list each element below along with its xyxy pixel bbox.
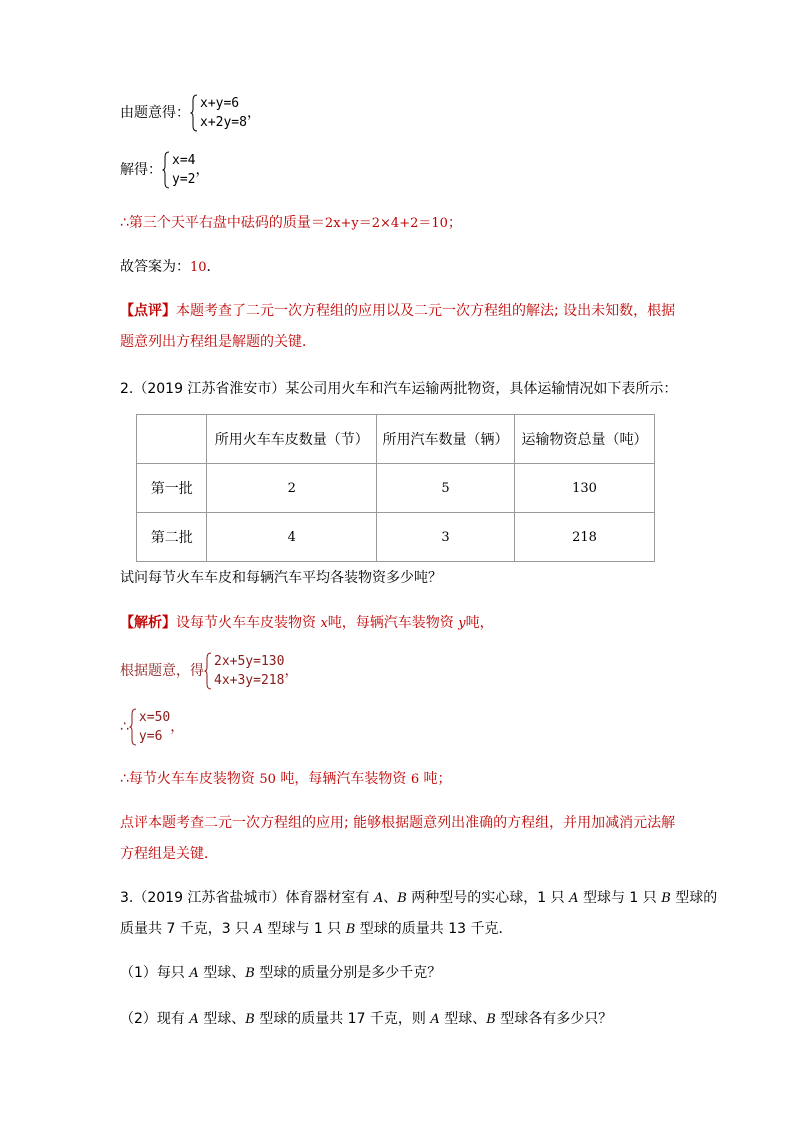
- solution-1: x=50: [138, 710, 171, 725]
- answer-label: 故答案为：: [120, 259, 190, 275]
- question-text: 型球与 1 只: [263, 921, 346, 937]
- question-text: 型球各有多少只？: [495, 1011, 613, 1027]
- solution-line: [120, 708, 184, 746]
- question-text: （2）现有: [120, 1011, 190, 1027]
- equation-system-q2: [204, 652, 284, 690]
- equation-2: x+2y=8: [200, 115, 247, 130]
- type-b: B: [486, 1012, 496, 1027]
- question-text: 型球的质量共 13 千克．: [355, 921, 513, 937]
- brace-icon: [190, 94, 198, 132]
- equation-label: 根据题意，得: [120, 663, 204, 679]
- punctuation: ．: [206, 259, 221, 275]
- brace-icon: [129, 708, 137, 746]
- review-2-line-1: 点评本题考查二元一次方程组的应用; 能够根据题意列出准确的方程组，并用加减消元法解: [120, 815, 676, 831]
- question-text: 型球、: [198, 1011, 246, 1027]
- setup-label: 由题意得：: [120, 105, 190, 121]
- table-header-cell: [137, 415, 207, 464]
- table-cell: 2: [207, 464, 377, 513]
- question-3-line-2: [120, 920, 512, 939]
- question-2-text: 试问每节火车车皮和每辆汽车平均各装物资多少吨？: [120, 570, 442, 586]
- answer-value: 10: [190, 260, 207, 275]
- question-text: 型球、: [439, 1011, 487, 1027]
- solution-2: y=2: [172, 172, 196, 187]
- review-line-2: [120, 333, 316, 351]
- question-text: 3.（2019 江苏省盐城市）体育器材室有: [120, 890, 374, 906]
- question-text: 两种型号的实心球，1 只: [406, 890, 570, 906]
- solve-label: 解得：: [120, 162, 162, 178]
- conclusion-text: 吨，每辆汽车装物资: [275, 771, 411, 787]
- type-b: B: [397, 891, 407, 906]
- solution-2: y=6: [138, 729, 163, 744]
- analysis-text: 吨，: [465, 615, 494, 631]
- conclusion-text: 吨；: [419, 771, 452, 787]
- therefore-symbol: ∴: [120, 719, 129, 735]
- answer-line: [120, 258, 221, 277]
- type-a: A: [373, 891, 384, 906]
- question-text: 型球与 1 只: [578, 890, 662, 906]
- punctuation: ，: [195, 162, 210, 178]
- sub-question-2: [120, 1010, 612, 1029]
- question-text: （1）每只: [120, 965, 190, 981]
- table-cell: 第一批: [137, 464, 207, 513]
- equation-system-q2-solution: [129, 708, 170, 746]
- table-header-row: [137, 415, 655, 464]
- type-b: B: [661, 891, 671, 906]
- analysis-line: [120, 614, 494, 633]
- solve-line: [120, 151, 209, 189]
- table-cell: 3: [377, 513, 515, 562]
- review-text: 本题考查了二元一次方程组的应用以及二元一次方程组的解法; 设出未知数，根据: [176, 303, 676, 319]
- type-a: A: [189, 1012, 199, 1027]
- type-b: B: [245, 1012, 255, 1027]
- table-header-cell: 所用汽车数量（辆）: [377, 415, 515, 464]
- brace-icon: [204, 652, 212, 690]
- mass-text: ∴第三个天平右盘中砝码的质量＝: [120, 215, 325, 231]
- type-a: A: [569, 891, 579, 906]
- brace-icon: [162, 151, 170, 189]
- table-row: [137, 513, 655, 562]
- question-text: 型球的质量共 17 千克，则: [254, 1011, 431, 1027]
- mass-line: [120, 214, 462, 233]
- conclusion-line: [120, 770, 452, 789]
- conclusion-text: ∴每节火车车皮装物资: [120, 771, 260, 787]
- question-text: 型球的: [670, 890, 718, 906]
- question-text: 型球、: [198, 965, 246, 981]
- analysis-tag: 【解析】: [120, 615, 176, 631]
- question-text: 型球的质量分别是多少千克？: [254, 965, 442, 981]
- table-cell: 4: [207, 513, 377, 562]
- analysis-text: 吨，每辆汽车装物资: [327, 615, 459, 631]
- transport-table: [136, 414, 655, 562]
- analysis-text: 设每节火车车皮装物资: [176, 615, 321, 631]
- sub-question-1: [120, 964, 441, 983]
- question-text: 、: [383, 890, 398, 906]
- review-2-line-2: 方程组是关键．: [120, 846, 218, 862]
- variable-x: x: [320, 616, 328, 631]
- conclusion-value: 6: [410, 772, 420, 787]
- equation-1: x+y=6: [200, 96, 240, 111]
- punctuation: ；: [447, 215, 462, 231]
- equation-system-solution: [162, 151, 195, 189]
- review-tag: 【点评】: [120, 303, 176, 319]
- equation-2: 4x+3y=218: [214, 673, 285, 688]
- type-b: B: [345, 922, 356, 937]
- conclusion-value: 50: [259, 772, 276, 787]
- type-a: A: [430, 1012, 440, 1027]
- table-cell: 第二批: [137, 513, 207, 562]
- equation-1: 2x+5y=130: [214, 654, 285, 669]
- table-header-cell: 所用火车车皮数量（节）: [207, 415, 377, 464]
- punctuation: ，: [284, 663, 299, 679]
- variable-y: y: [458, 616, 466, 631]
- punctuation: ，: [246, 105, 261, 121]
- equation-system-setup: [190, 94, 247, 132]
- mass-expression: 2x+y＝2×4+2＝10: [324, 216, 448, 231]
- table-row: [137, 464, 655, 513]
- table-cell: 218: [515, 513, 655, 562]
- review-text: 题意列出方程组是解题的关键．: [120, 334, 316, 350]
- table-header-cell: 运输物资总量（吨）: [515, 415, 655, 464]
- question-2-header: 2.（2019 江苏省淮安市）某公司用火车和汽车运输两批物资，具体运输情况如下表所示：: [120, 381, 678, 397]
- review-line-1: [120, 302, 675, 320]
- setup-line: [120, 94, 261, 132]
- type-a: A: [253, 922, 264, 937]
- question-text: 质量共 7 千克，3 只: [120, 921, 254, 937]
- type-b: B: [245, 966, 255, 981]
- type-a: A: [189, 966, 199, 981]
- solution-1: x=4: [172, 153, 196, 168]
- question-3-line-1: [120, 889, 717, 908]
- equation-line: [120, 652, 298, 690]
- table-cell: 130: [515, 464, 655, 513]
- punctuation: ，: [170, 719, 185, 735]
- table-cell: 5: [377, 464, 515, 513]
